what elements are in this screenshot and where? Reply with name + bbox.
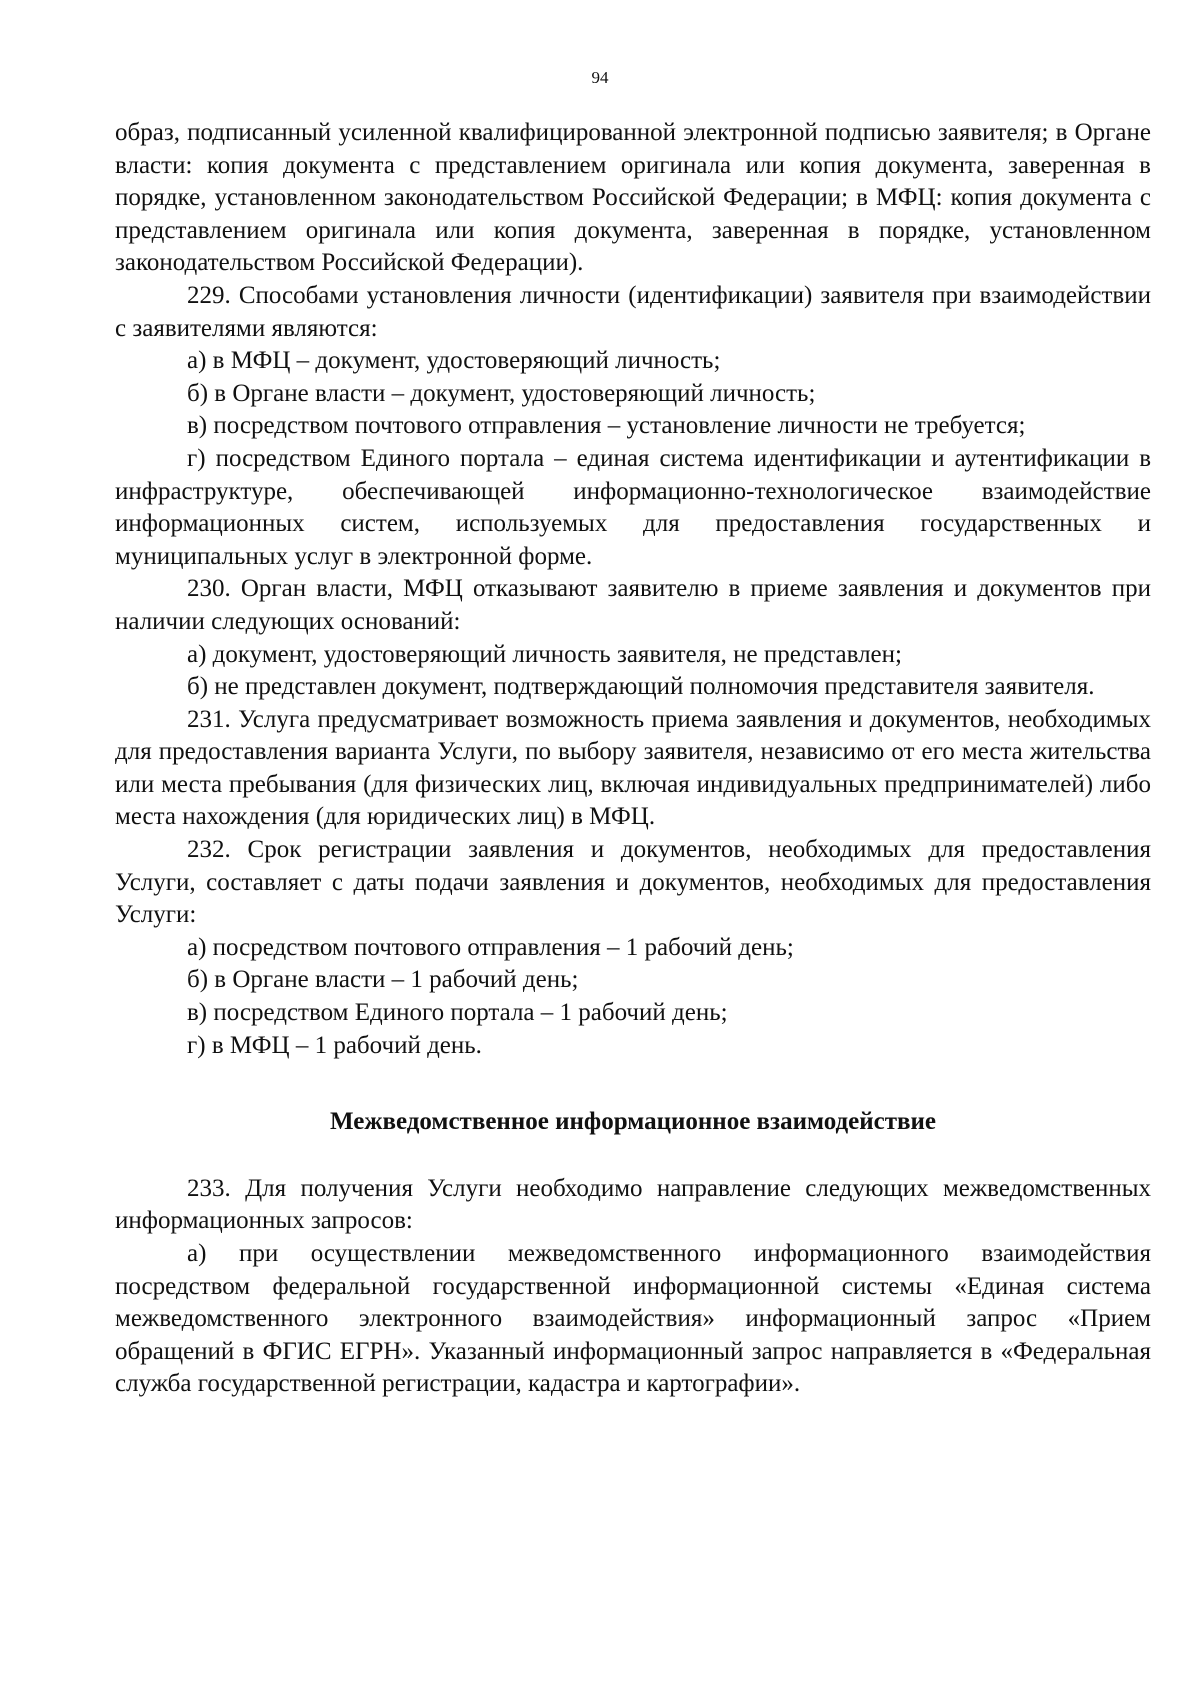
document-body (115, 117, 1151, 1401)
page-number: 94 (591, 68, 609, 87)
paragraph-continuation: образ, подписанный усиленной квалифицированной электронной подписью заявителя; в Органе власти: копия документа с представлением оригинала или копия документа, заверенная в порядке, установленном законодательством Российской Федерации; в МФЦ: копия документа с представлением оригинала или копия документа, заверенная в порядке, установленном законодательством Российской Федерации). (115, 119, 1151, 277)
list-item-233-a: а) при осуществлении межведомственного информационного взаимодействия посредством федеральной государственной информационной системы «Единая система межведомственного электронного взаимодействия» информационный запрос «Прием обращений в ФГИС ЕГРН». Указанный информационный запрос направляется в «Федеральная служба государственной регистрации, кадастра и картографии». (115, 1240, 1151, 1398)
list-item-232-g: г) в МФЦ – 1 рабочий день. (187, 1031, 482, 1059)
list-item-232-b: б) в Органе власти – 1 рабочий день; (187, 966, 579, 994)
paragraph-231: 231. Услуга предусматривает возможность приема заявления и документов, необходимых для предоставления варианта Услуги, по выбору заявителя, независимо от его места жительства или места пребывания (для физических лиц, включая индивидуальных предпринимателей) либо места нахождения (для юридических лиц) в МФЦ. (115, 705, 1151, 831)
list-item-232-v: в) посредством Единого портала – 1 рабочий день; (187, 999, 728, 1027)
list-item-229-v: в) посредством почтового отправления – установление личности не требуется; (187, 412, 1026, 440)
list-item-229-g: г) посредством Единого портала – единая система идентификации и аутентификации в инфраструктуре, обеспечивающей информационно-технологическое взаимодействие информационных систем, используемых для предоставления государственных и муниципальных услуг в электронной форме. (115, 444, 1151, 570)
list-item-229-a: а) в МФЦ – документ, удостоверяющий личность; (187, 347, 721, 375)
paragraph-232: 232. Срок регистрации заявления и документов, необходимых для предоставления Услуги, составляет с даты подачи заявления и документов, необходимых для предоставления Услуги: (115, 836, 1151, 929)
list-item-230-a: а) документ, удостоверяющий личность заявителя, не представлен; (187, 640, 902, 668)
list-item-232-a: а) посредством почтового отправления – 1 рабочий день; (187, 933, 794, 961)
paragraph-230: 230. Орган власти, МФЦ отказывают заявителю в приеме заявления и документов при наличии следующих оснований: (115, 575, 1151, 635)
list-item-230-b: б) не представлен документ, подтверждающий полномочия представителя заявителя. (187, 673, 1095, 701)
paragraph-229: 229. Способами установления личности (идентификации) заявителя при взаимодействии с заявителями являются: (115, 281, 1151, 342)
list-item-229-b: б) в Органе власти – документ, удостоверяющий личность; (187, 379, 816, 407)
section-heading: Межведомственное информационное взаимодействие (330, 1108, 936, 1136)
paragraph-233: 233. Для получения Услуги необходимо направление следующих межведомственных информационных запросов: (115, 1174, 1151, 1235)
